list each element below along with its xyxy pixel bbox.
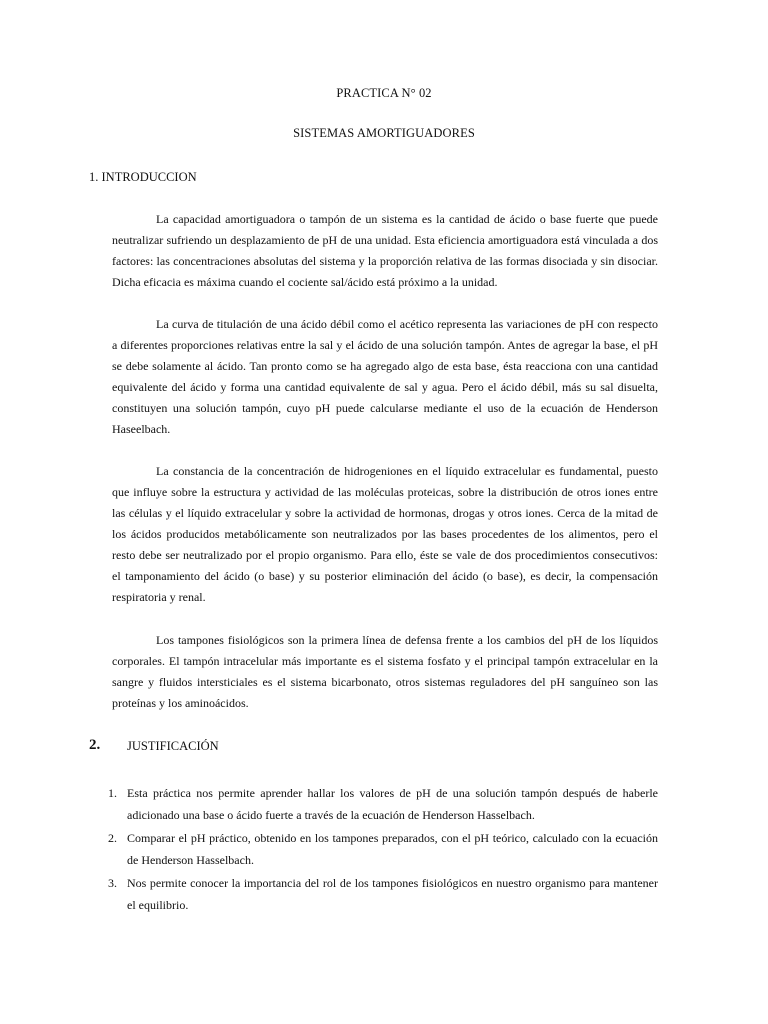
list-item xyxy=(108,828,658,871)
list-item-number: 2. xyxy=(108,831,117,845)
document-title: PRACTICA N° 02 xyxy=(336,86,432,100)
section-1-heading: 1. INTRODUCCION xyxy=(89,170,197,184)
justification-list xyxy=(108,783,658,918)
section-2-number: 2. xyxy=(89,737,101,753)
list-item-text: Esta práctica nos permite aprender hallar los valores de pH de una solución tampón después de haberle adicionado una base o ácido fuerte a través de la ecuación de Henderson Hasselbach. xyxy=(127,786,658,822)
intro-paragraph-2: La curva de titulación de una ácido débil como el acético representa las variaciones de pH con respecto a diferentes proporciones relativas entre la sal y el ácido de una solución tampón. Antes de agregar la base, el pH se debe solamente al ácido. Tan pronto como se ha agregado algo de esta base, ésta reacciona con una cantidad equivalente del ácido y forma una cantidad equivalente de sal y agua. Pero el ácido débil, más su sal disuelta, constituyen una solución tampón, cuyo pH puede calcularse mediante el uso de la ecuación de Henderson Haseelbach. xyxy=(112,317,658,436)
list-item xyxy=(108,873,658,916)
section-2-heading: JUSTIFICACIÓN xyxy=(127,739,219,753)
intro-paragraph-1: La capacidad amortiguadora o tampón de un sistema es la cantidad de ácido o base fuerte que puede neutralizar sufriendo un desplazamiento de pH de una unidad. Esta eficiencia amortiguadora está vinculada a dos factores: las concentraciones absolutas del sistema y la proporción relativa de las formas disociada y sin disociar. Dicha eficacia es máxima cuando el cociente sal/ácido está próximo a la unidad. xyxy=(112,212,658,289)
intro-paragraph-3: La constancia de la concentración de hidrogeniones en el líquido extracelular es fundamental, puesto que influye sobre la estructura y actividad de las moléculas proteicas, sobre la distribución de otros iones entre las células y el líquido extracelular y sobre la actividad de hormonas, drogas y otros iones. Cerca de la mitad de los ácidos producidos metabólicamente son neutralizados por las bases procedentes de los alimentos, pero el resto debe ser neutralizado por el propio organismo. Para ello, éste se vale de dos procedimientos consecutivos: el tamponamiento del ácido (o base) y su posterior eliminación del ácido (o base), es decir, la compensación respiratoria y renal. xyxy=(112,464,658,604)
document-subtitle: SISTEMAS AMORTIGUADORES xyxy=(293,126,475,140)
list-item-number: 3. xyxy=(108,876,117,890)
intro-paragraph-4: Los tampones fisiológicos son la primera línea de defensa frente a los cambios del pH de los líquidos corporales. El tampón intracelular más importante es el sistema fosfato y el principal tampón extracelular en la sangre y fluidos intersticiales es el sistema bicarbonato, otros sistemas reguladores del pH sanguíneo son las proteínas y los aminoácidos. xyxy=(112,633,658,710)
list-item xyxy=(108,783,658,826)
list-item-text: Nos permite conocer la importancia del rol de los tampones fisiológicos en nuestro organismo para mantener el equilibrio. xyxy=(127,876,658,912)
list-item-number: 1. xyxy=(108,786,117,800)
list-item-text: Comparar el pH práctico, obtenido en los tampones preparados, con el pH teórico, calculado con la ecuación de Henderson Hasselbach. xyxy=(127,831,658,867)
